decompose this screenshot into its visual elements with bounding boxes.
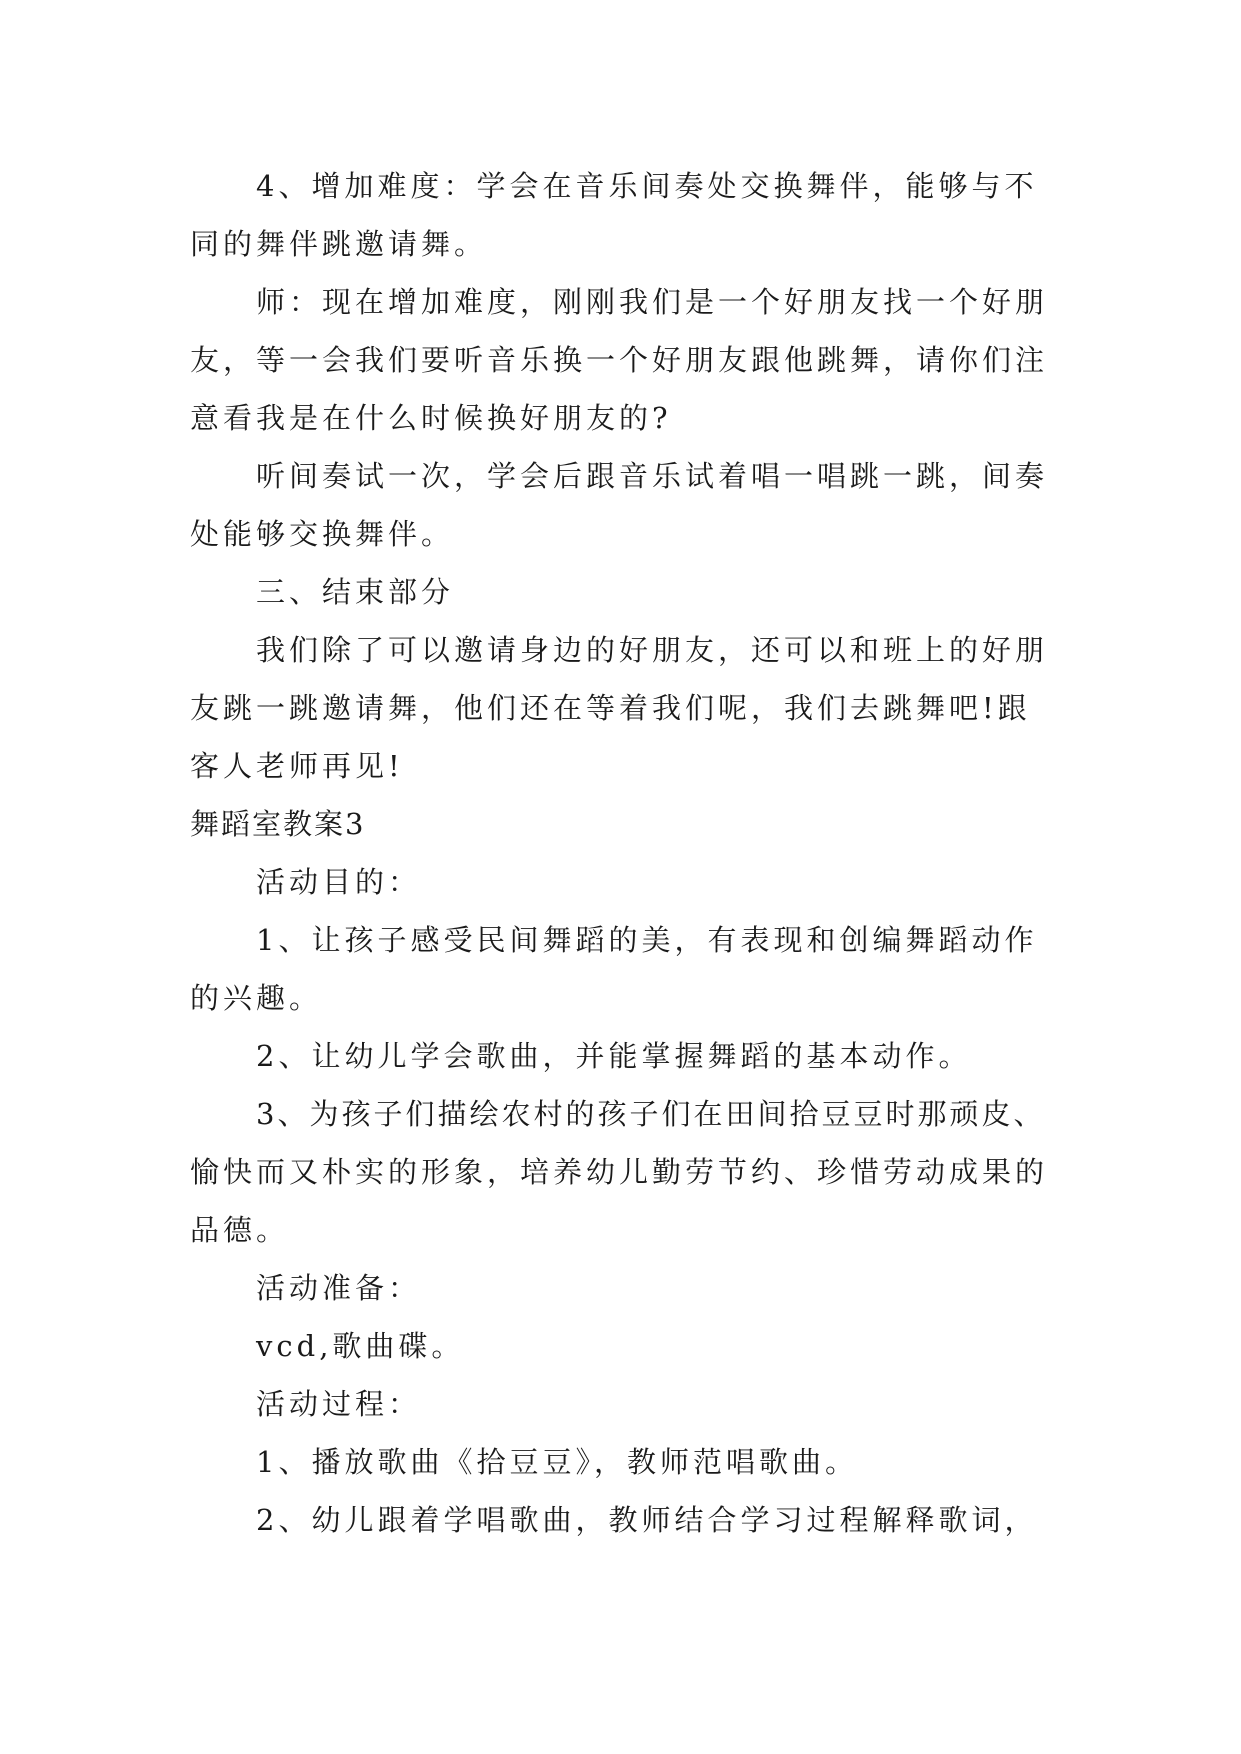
text-line: 1、播放歌曲《拾豆豆》，教师范唱歌曲。 [256,1445,858,1479]
text-line: 我们除了可以邀请身边的好朋友，还可以和班上的好朋 [256,633,1049,667]
text-line: 4、增加难度：学会在音乐间奏处交换舞伴，能够与不 [256,169,1038,203]
section-heading: 活动目的： [256,865,422,899]
text-line: 友，等一会我们要听音乐换一个好朋友跟他跳舞，请你们注 [190,343,1049,377]
text-line: vcd,歌曲碟。 [256,1329,465,1363]
text-line: 愉快而又朴实的形象，培养幼儿勤劳节约、珍惜劳动成果的 [190,1155,1049,1189]
text-line: 1、让孩子感受民间舞蹈的美，有表现和创编舞蹈动作 [256,923,1038,957]
text-line: 听间奏试一次，学会后跟音乐试着唱一唱跳一跳，间奏 [256,459,1049,493]
text-line: 处能够交换舞伴。 [190,517,455,551]
text-line: 的兴趣。 [190,981,323,1015]
text-line: 师：现在增加难度，刚刚我们是一个好朋友找一个好朋 [256,285,1049,319]
text-line: 客人老师再见! [190,749,404,783]
text-line: 意看我是在什么时候换好朋友的? [190,401,672,435]
text-line: 同的舞伴跳邀请舞。 [190,227,488,261]
section-heading: 三、结束部分 [256,575,455,609]
text-line: 2、幼儿跟着学唱歌曲，教师结合学习过程解释歌词， [256,1503,1038,1537]
text-line: 品德。 [190,1213,290,1247]
text-line: 3、为孩子们描绘农村的孩子们在田间拾豆豆时那顽皮、 [256,1097,1046,1131]
text-line: 2、让幼儿学会歌曲，并能掌握舞蹈的基本动作。 [256,1039,972,1073]
section-heading: 活动准备： [256,1271,422,1305]
document-title: 舞蹈室教案3 [190,807,366,841]
section-heading: 活动过程： [256,1387,422,1421]
text-line: 友跳一跳邀请舞，他们还在等着我们呢，我们去跳舞吧!跟 [190,691,1031,725]
